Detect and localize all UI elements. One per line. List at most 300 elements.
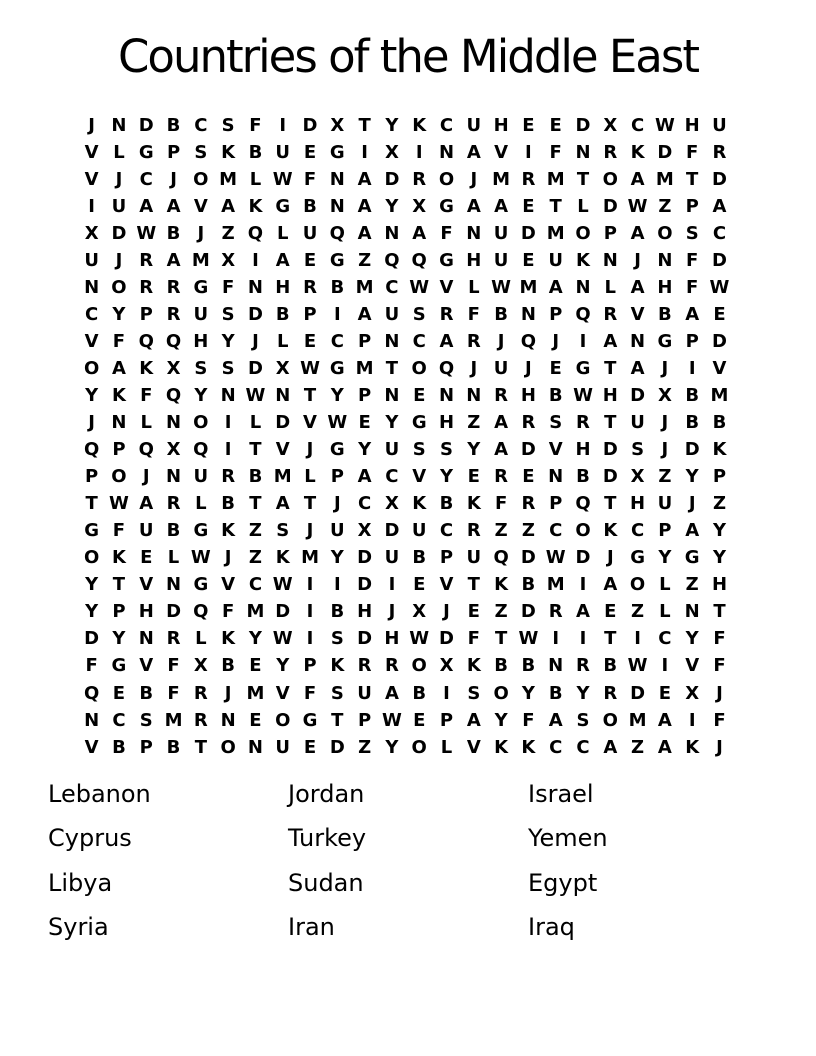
grid-letter: G xyxy=(329,249,345,271)
grid-letter: V xyxy=(630,303,645,325)
grid-letter: X xyxy=(630,466,645,488)
grid-letter: L xyxy=(249,412,262,434)
grid-letter: M xyxy=(246,682,265,704)
grid-letter: O xyxy=(629,574,646,596)
grid-letter: D xyxy=(439,628,454,650)
grid-letter: D xyxy=(520,222,536,244)
grid-letter: A xyxy=(494,439,509,461)
grid-letter: D xyxy=(712,168,727,190)
grid-letter: J xyxy=(661,439,669,461)
grid-letter: M xyxy=(628,709,647,731)
grid-letter: A xyxy=(630,168,645,190)
grid-letter: J xyxy=(224,547,232,569)
grid-letter: J xyxy=(606,547,614,569)
grid-letter: J xyxy=(88,412,95,434)
grid-letter: S xyxy=(221,357,235,379)
grid-letter: X xyxy=(221,249,236,271)
grid-letter: G xyxy=(657,330,673,352)
grid-letter: W xyxy=(709,276,730,298)
grid-letter: W xyxy=(654,114,675,136)
grid-letter: O xyxy=(193,168,209,190)
grid-letter: C xyxy=(194,114,208,136)
grid-letter: O xyxy=(220,736,236,758)
grid-letter: O xyxy=(411,736,427,758)
grid-letter: G xyxy=(302,709,318,731)
grid-letter: V xyxy=(494,141,509,163)
grid-letter: E xyxy=(413,384,426,406)
grid-letter: K xyxy=(494,574,509,596)
grid-letter: E xyxy=(249,709,262,731)
grid-letter: B xyxy=(521,574,536,596)
word-list-column xyxy=(288,772,528,950)
grid-letter: B xyxy=(576,466,590,488)
grid-letter: R xyxy=(521,168,536,190)
grid-letter: J xyxy=(142,466,150,488)
grid-letter: E xyxy=(413,574,426,596)
word-list-item: Iraq xyxy=(528,913,575,942)
grid-letter: Z xyxy=(248,520,262,542)
grid-letter: G xyxy=(329,357,345,379)
grid-letter: N xyxy=(602,249,618,271)
grid-letter: Q xyxy=(329,222,345,244)
grid-letter: A xyxy=(357,168,372,190)
grid-letter: S xyxy=(440,439,453,461)
grid-letter: R xyxy=(412,168,427,190)
grid-letter: U xyxy=(493,222,509,244)
grid-letter: G xyxy=(329,141,345,163)
grid-letter: J xyxy=(716,682,723,704)
grid-letter: J xyxy=(115,168,123,190)
grid-letter: I xyxy=(306,601,314,623)
grid-letter: D xyxy=(520,547,536,569)
grid-letter: S xyxy=(631,439,645,461)
grid-letter: A xyxy=(357,303,372,325)
grid-letter: J xyxy=(88,114,95,136)
grid-letter: D xyxy=(166,601,182,623)
grid-letter: S xyxy=(412,303,426,325)
grid-letter: D xyxy=(275,412,291,434)
grid-letter: B xyxy=(603,655,618,677)
grid-letter: P xyxy=(139,303,153,325)
grid-letter: P xyxy=(112,601,126,623)
grid-letter: U xyxy=(302,222,318,244)
grid-letter: V xyxy=(275,439,290,461)
grid-letter: F xyxy=(686,141,699,163)
grid-letter: D xyxy=(575,114,591,136)
grid-letter: N xyxy=(575,276,591,298)
grid-letter: U xyxy=(384,439,400,461)
word-list-column xyxy=(48,772,288,950)
grid-letter: M xyxy=(191,249,210,271)
grid-letter: N xyxy=(247,736,263,758)
grid-letter: R xyxy=(548,601,563,623)
grid-letter: N xyxy=(548,466,564,488)
grid-letter: Y xyxy=(385,736,399,758)
grid-letter: K xyxy=(248,195,263,217)
grid-letter: K xyxy=(111,547,126,569)
grid-letter: Z xyxy=(358,736,372,758)
grid-letter: S xyxy=(412,439,426,461)
grid-letter: C xyxy=(712,222,727,244)
grid-letter: E xyxy=(713,303,726,325)
grid-letter: G xyxy=(684,547,700,569)
grid-letter: H xyxy=(357,601,373,623)
grid-letter: M xyxy=(492,168,511,190)
grid-letter: O xyxy=(83,547,100,569)
grid-letter: F xyxy=(303,682,317,704)
grid-letter: V xyxy=(439,574,454,596)
grid-letter: H xyxy=(466,249,482,271)
grid-letter: C xyxy=(139,168,153,190)
grid-letter: W xyxy=(300,357,320,379)
grid-letter: T xyxy=(331,709,344,731)
grid-letter: B xyxy=(303,195,317,217)
grid-letter: T xyxy=(604,412,617,434)
grid-letter: P xyxy=(303,655,317,677)
grid-letter: O xyxy=(602,168,618,190)
grid-letter: J xyxy=(470,357,478,379)
grid-letter: X xyxy=(384,141,399,163)
word-list-item: Libya xyxy=(48,868,113,897)
grid-letter: Y xyxy=(330,547,344,569)
grid-letter: B xyxy=(330,276,345,298)
grid-letter: G xyxy=(575,357,591,379)
grid-letter: D xyxy=(111,222,127,244)
grid-letter: F xyxy=(303,168,317,190)
grid-letter: O xyxy=(657,222,673,244)
grid-letter: U xyxy=(384,547,400,569)
grid-letter: C xyxy=(330,330,344,352)
grid-letter: X xyxy=(166,439,181,461)
grid-letter: D xyxy=(302,114,318,136)
grid-letter: U xyxy=(84,249,99,271)
grid-letter: G xyxy=(275,195,291,217)
grid-letter: J xyxy=(661,357,669,379)
grid-letter: K xyxy=(521,736,536,758)
grid-letter: N xyxy=(384,222,400,244)
grid-letter: F xyxy=(713,655,726,677)
grid-letter: Q xyxy=(83,439,100,461)
grid-letter: R xyxy=(303,276,317,298)
grid-letter: X xyxy=(357,520,372,542)
grid-letter: Z xyxy=(248,547,262,569)
grid-letter: N xyxy=(166,466,182,488)
grid-letter: Y xyxy=(685,466,699,488)
grid-letter: A xyxy=(166,249,181,271)
grid-letter: C xyxy=(85,303,99,325)
grid-letter: B xyxy=(494,655,508,677)
grid-letter: W xyxy=(545,547,566,569)
grid-letter: I xyxy=(661,655,669,677)
grid-letter: E xyxy=(522,195,535,217)
grid-letter: D xyxy=(602,466,618,488)
grid-letter: C xyxy=(439,520,454,542)
grid-letter: I xyxy=(333,574,341,596)
grid-letter: E xyxy=(522,466,535,488)
grid-letter: U xyxy=(193,303,209,325)
grid-letter: A xyxy=(166,195,181,217)
grid-letter: O xyxy=(111,276,127,298)
grid-letter: F xyxy=(467,303,480,325)
grid-letter: D xyxy=(602,195,618,217)
grid-letter: B xyxy=(439,493,454,515)
grid-letter: H xyxy=(384,628,400,650)
grid-letter: Y xyxy=(85,574,99,596)
grid-letter: U xyxy=(466,114,482,136)
grid-letter: T xyxy=(249,493,262,515)
grid-letter: X xyxy=(685,682,700,704)
grid-letter: S xyxy=(467,682,481,704)
grid-letter: J xyxy=(470,168,478,190)
grid-letter: R xyxy=(521,412,536,434)
grid-letter: S xyxy=(685,222,699,244)
grid-letter: O xyxy=(493,682,509,704)
grid-letter: R xyxy=(221,466,236,488)
grid-letter: I xyxy=(388,574,396,596)
grid-letter: Y xyxy=(221,330,235,352)
grid-letter: A xyxy=(603,330,618,352)
grid-letter: X xyxy=(384,493,399,515)
grid-letter: W xyxy=(272,628,293,650)
grid-letter: I xyxy=(688,357,696,379)
grid-letter: U xyxy=(275,141,291,163)
grid-letter: B xyxy=(494,303,508,325)
grid-letter: Y xyxy=(248,628,262,650)
grid-letter: R xyxy=(494,384,509,406)
grid-letter: J xyxy=(634,249,641,271)
grid-letter: Z xyxy=(467,412,481,434)
grid-letter: B xyxy=(548,384,563,406)
grid-letter: Y xyxy=(276,655,290,677)
grid-letter: L xyxy=(113,141,125,163)
grid-letter: I xyxy=(525,141,532,163)
grid-letter: P xyxy=(358,709,372,731)
grid-letter: Y xyxy=(85,384,99,406)
grid-letter: Y xyxy=(658,547,672,569)
word-list-item: Lebanon xyxy=(48,780,151,808)
grid-letter: N xyxy=(111,114,127,136)
grid-letter: R xyxy=(357,655,372,677)
grid-letter: R xyxy=(139,276,154,298)
grid-letter: K xyxy=(412,114,427,136)
grid-letter: E xyxy=(549,357,562,379)
grid-letter: G xyxy=(193,574,209,596)
grid-letter: N xyxy=(247,276,263,298)
grid-letter: Z xyxy=(631,601,645,623)
grid-letter: O xyxy=(193,412,209,434)
grid-letter: I xyxy=(306,628,314,650)
grid-letter: A xyxy=(384,682,399,704)
grid-letter: E xyxy=(467,601,480,623)
grid-letter: A xyxy=(275,249,290,271)
grid-letter: R xyxy=(166,493,181,515)
grid-letter: Z xyxy=(685,574,699,596)
grid-letter: F xyxy=(85,655,98,677)
grid-letter: V xyxy=(466,736,481,758)
grid-letter: G xyxy=(84,520,100,542)
grid-letter: P xyxy=(112,439,126,461)
grid-letter: K xyxy=(139,357,154,379)
grid-letter: E xyxy=(658,682,672,704)
grid-letter: K xyxy=(275,547,290,569)
grid-letter: K xyxy=(111,384,126,406)
grid-letter: V xyxy=(139,655,154,677)
grid-letter: D xyxy=(247,303,263,325)
grid-letter: D xyxy=(575,547,591,569)
grid-letter: B xyxy=(166,520,181,542)
grid-letter: Z xyxy=(521,520,535,542)
grid-letter: T xyxy=(303,493,317,515)
grid-letter: Z xyxy=(494,520,508,542)
grid-letter: J xyxy=(716,736,723,758)
grid-letter: D xyxy=(329,736,345,758)
grid-letter: M xyxy=(355,276,374,298)
grid-letter: D xyxy=(684,439,700,461)
grid-letter: C xyxy=(549,520,563,542)
grid-letter: I xyxy=(361,141,368,163)
grid-letter: V xyxy=(439,276,454,298)
grid-letter: T xyxy=(686,168,699,190)
grid-letter: U xyxy=(493,249,509,271)
grid-letter: Q xyxy=(83,682,100,704)
grid-letter: M xyxy=(301,547,319,569)
grid-letter: N xyxy=(111,412,127,434)
grid-letter: W xyxy=(327,412,348,434)
grid-letter: W xyxy=(491,276,512,298)
grid-letter: Q xyxy=(165,330,182,352)
grid-letter: C xyxy=(385,276,399,298)
grid-letter: W xyxy=(136,222,157,244)
grid-letter: I xyxy=(88,195,95,217)
grid-letter: Z xyxy=(221,222,235,244)
grid-letter: T xyxy=(303,384,317,406)
grid-letter: F xyxy=(249,114,262,136)
grid-letter: B xyxy=(658,303,672,325)
grid-letter: G xyxy=(329,439,345,461)
grid-letter: D xyxy=(630,682,646,704)
grid-letter: Z xyxy=(658,466,672,488)
grid-letter: J xyxy=(497,330,505,352)
grid-letter: F xyxy=(686,276,699,298)
grid-letter: J xyxy=(115,249,123,271)
grid-letter: V xyxy=(548,439,563,461)
grid-letter: P xyxy=(685,195,699,217)
grid-letter: Y xyxy=(385,114,399,136)
grid-letter: Y xyxy=(358,439,372,461)
grid-letter: O xyxy=(602,709,618,731)
grid-letter: L xyxy=(659,574,671,596)
grid-letter: C xyxy=(248,574,263,596)
grid-letter: A xyxy=(357,195,372,217)
grid-letter: E xyxy=(604,601,617,623)
grid-letter: E xyxy=(303,736,317,758)
grid-letter: J xyxy=(224,682,232,704)
grid-letter: N xyxy=(138,628,154,650)
grid-letter: M xyxy=(546,222,565,244)
grid-letter: N xyxy=(166,412,182,434)
grid-letter: A xyxy=(275,493,290,515)
grid-letter: N xyxy=(684,601,700,623)
grid-letter: F xyxy=(112,520,126,542)
grid-letter: J xyxy=(197,222,205,244)
grid-letter: E xyxy=(303,330,317,352)
grid-letter: U xyxy=(275,736,291,758)
grid-letter: N xyxy=(438,384,455,406)
grid-letter: X xyxy=(275,357,290,379)
grid-letter: H xyxy=(684,114,700,136)
grid-letter: B xyxy=(166,114,181,136)
grid-letter: A xyxy=(548,276,563,298)
grid-letter: Q xyxy=(384,249,400,271)
grid-letter: I xyxy=(224,439,232,461)
grid-letter: A xyxy=(657,709,672,731)
grid-letter: A xyxy=(412,222,427,244)
grid-letter: Q xyxy=(575,303,591,325)
grid-letter: J xyxy=(525,357,532,379)
grid-letter: O xyxy=(411,655,427,677)
grid-letter: V xyxy=(412,466,427,488)
grid-letter: R xyxy=(603,682,618,704)
grid-letter: Z xyxy=(494,601,508,623)
grid-letter: Y xyxy=(194,384,208,406)
grid-letter: A xyxy=(111,357,126,379)
grid-letter: Y xyxy=(112,628,126,650)
grid-letter: E xyxy=(112,682,126,704)
grid-letter: T xyxy=(604,628,617,650)
grid-letter: W xyxy=(573,384,593,406)
grid-letter: E xyxy=(249,655,262,677)
grid-letter: D xyxy=(520,601,536,623)
grid-letter: T xyxy=(249,439,262,461)
grid-letter: Q xyxy=(165,384,182,406)
grid-letter: C xyxy=(658,628,672,650)
grid-letter: J xyxy=(552,330,560,352)
grid-letter: T xyxy=(549,195,562,217)
grid-letter: X xyxy=(603,114,618,136)
grid-letter: E xyxy=(413,709,426,731)
grid-letter: S xyxy=(576,709,590,731)
grid-letter: B xyxy=(521,655,536,677)
grid-letter: Z xyxy=(631,736,645,758)
grid-letter: K xyxy=(685,736,700,758)
grid-letter: C xyxy=(112,709,126,731)
grid-letter: R xyxy=(139,249,154,271)
grid-letter: R xyxy=(712,141,727,163)
grid-letter: Y xyxy=(712,520,726,542)
grid-letter: O xyxy=(575,222,591,244)
grid-letter: I xyxy=(579,574,587,596)
grid-letter: Y xyxy=(521,682,535,704)
grid-letter: B xyxy=(166,222,181,244)
grid-letter: R xyxy=(166,628,181,650)
grid-letter: X xyxy=(84,222,99,244)
grid-letter: R xyxy=(193,682,208,704)
grid-letter: N xyxy=(84,709,100,731)
grid-letter: A xyxy=(466,141,481,163)
grid-letter: X xyxy=(657,384,672,406)
grid-letter: P xyxy=(166,141,181,163)
grid-letter: N xyxy=(548,655,564,677)
grid-letter: B xyxy=(685,412,700,434)
grid-letter: U xyxy=(548,249,563,271)
grid-letter: W xyxy=(627,655,648,677)
grid-letter: T xyxy=(576,168,590,190)
grid-letter: Q xyxy=(411,249,427,271)
grid-letter: J xyxy=(252,330,259,352)
grid-letter: J xyxy=(443,601,450,623)
grid-letter: W xyxy=(518,628,539,650)
grid-letter: G xyxy=(111,655,127,677)
